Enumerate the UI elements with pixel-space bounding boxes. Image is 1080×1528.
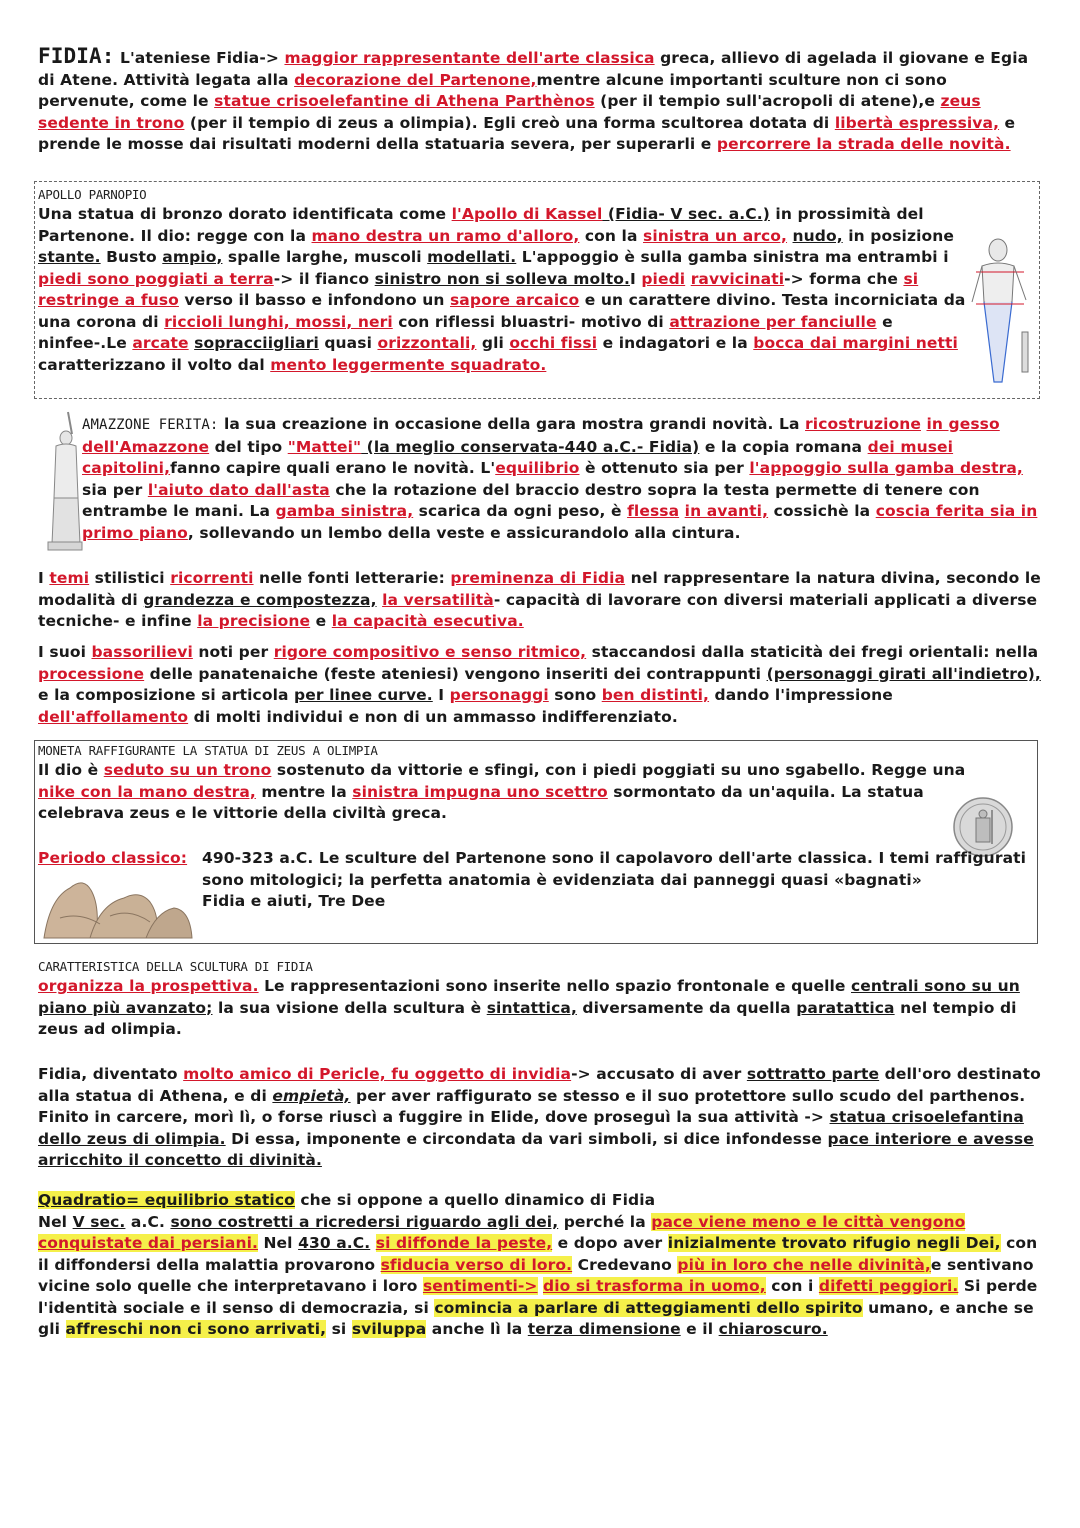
periodo-classico-text: 490-323 a.C. Le sculture del Partenone sono il capolavoro dell'arte classica. I temi raffigurati sono mitologici; la perfetta anatomia è evidenziata dai panneggi quasi «bagnati» Fidia e aiuti, Tre Dee [202,848,1028,913]
temi-paragraph: I temi stilistici ricorrenti nelle fonti letterarie: preminenza di Fidia nel rappresentare la natura divina, secondo le modalità di grandezza e compostezza, la versatilità- capacità di lavorare con diversi materiali applicati a diverse tecniche- e infine la precisione e la capacità esecutiva. [38,569,1041,630]
amazzone-paragraph: AMAZZONE FERITA: la sua creazione in occasione della gara mostra grandi novità. La ricostruzione in gesso dell'Amazzone del tipo "Mattei" (la meglio conservata-440 a.C.- Fidia) e la copia romana dei musei capitolini,fanno capire quali erano le novità. L'equilibrio è ottenuto sia per l'appoggio sulla gamba destra, sia per l'aiuto dato dall'asta che la rotazione del braccio destro sopra la testa permette di tenere con entrambe le mani. La gamba sinistra, scarica da ogni peso, è flessa in avanti, cossichè la coscia ferita sia in primo piano, sollevando un lembo della veste e assicurandolo alla cintura. [82,415,1038,542]
apollo-heading: APOLLO PARNOPIO [38,187,147,202]
caratteristica-paragraph: CARATTERISTICA DELLA SCULTURA DI FIDIA organizza la prospettiva. Le rappresentazioni sono inserite nello spazio frontonale e quelle centrali sono su un piano più avanzato; la sua visione della scultura è sintattica, diversamente da quella paratattica nel tempio di zeus ad olimpia. [38,958,1042,1041]
tre-dee-caption: Fidia e aiuti, Tre Dee [202,892,386,910]
apollo-statue-sketch [968,232,1032,392]
apollo-paragraph: APOLLO PARNOPIO Una statua di bronzo dorato identificata come l'Apollo di Kassel (Fidia- V sec. a.C.) in prossimità del Partenone. Il dio: regge con la mano destra un ramo d'alloro, con la sinistra un arco, nudo, in posizione stante. Busto ampio, spalle larghe, muscoli modellati. L'appoggio è sulla gamba sinistra ma entrambi i piedi sono poggiati a terra-> il fianco sinistro non si solleva molto.I piedi ravvicinati-> forma che si restringe a fuso verso il basso e infondono un sapore arcaico e un carattere divino. Testa incorniciata da una corona di riccioli lunghi, mossi, neri con riflessi bluastri- motivo di attrazione per fanciulle e ninfee-.Le arcate sopracciigliari quasi orizzontali, gli occhi fissi e indagatori e la bocca dai margini netti caratterizzano il volto dal mento leggermente squadrato. [38,186,968,376]
tre-dee-sculpture-image [40,868,196,940]
moneta-paragraph: MONETA RAFFIGURANTE LA STATUA DI ZEUS A OLIMPIA Il dio è seduto su un trono sostenuto da vittorie e sfingi, con i piedi poggiati su uno sgabello. Regge una nike con la mano destra, mentre la sinistra impugna uno scettro sormontato da un'aquila. La statua celebrava zeus e le vittorie della civiltà greca. [38,742,998,825]
quadratio-paragraph: Quadratio= equilibrio statico che si oppone a quello dinamico di Fidia Nel V sec. a.C. sono costretti a ricredersi riguardo agli dei, perché la pace viene meno e le città vengono conquistate dai persiani. Nel 430 a.C. si diffonde la peste, e dopo aver inizialmente trovato rifugio negli Dei, con il diffondersi della malattia provarono sfiducia verso di loro. Credevano più in loro che nelle divinità,e sentivano vicine solo quelle che interpretavano i loro sentimenti-> dio si trasforma in uomo, con i difetti peggiori. Si perde l'identità sociale e il senso di democrazia, si comincia a parlare di atteggiamenti dello spirito umano, e anche se gli affreschi non ci sono arrivati, si sviluppa anche lì la terza dimensione e il chiaroscuro. [38,1191,1038,1338]
moneta-heading: MONETA RAFFIGURANTE LA STATUA DI ZEUS A OLIMPIA [38,743,378,758]
fidia-intro-paragraph: FIDIA: L'ateniese Fidia-> maggior rappresentante dell'arte classica greca, allievo di agelada il giovane e Egia di Atene. Attività legata alla decorazione del Partenone,mentre alcune importanti sculture non ci sono pervenute, come le statue crisoelefantine di Athena Parthènos (per il tempio sull'acropoli di atene),e zeus sedente in trono (per il tempio di zeus a olimpia). Egli creò una forma scultorea dotata di libertà espressiva, e prende le mosse dai risultati moderni della statuaria severa, per superarli e percorrere la strada delle novità. [38,44,1029,153]
fidia-title: FIDIA: [38,44,115,68]
amazzone-heading: AMAZZONE FERITA: [82,417,219,433]
bassorilievi-paragraph: I suoi bassorilievi noti per rigore compositivo e senso ritmico, staccandosi dalla staticità dei fregi orientali: nella processione delle panatenaiche (feste ateniesi) vengono inseriti dei contrappunti (personaggi girati all'indietro), e la composizione si articola per linee curve. I personaggi sono ben distinti, dando l'impressione dell'affollamento di molti individui e non di un ammasso indifferenziato. [38,643,1041,726]
caratteristica-heading: CARATTERISTICA DELLA SCULTURA DI FIDIA [38,959,313,974]
pericle-paragraph: Fidia, diventato molto amico di Pericle, fu oggetto di invidia-> accusato di aver sottratto parte dell'oro destinato alla statua di Athena, e di empietà, per aver raffigurato se stesso e il suo protettore sullo scudo del parthenos. Finito in carcere, morì lì, o forse riuscì a fuggire in Elide, dove proseguì la sua attività -> statua crisoelefantina dello zeus di olimpia. Di essa, imponente e circondata da vari simboli, si dice infondesse pace interiore e avesse arricchito il concetto di divinità. [38,1065,1041,1169]
periodo-classico-label: Periodo classico: [38,849,188,867]
